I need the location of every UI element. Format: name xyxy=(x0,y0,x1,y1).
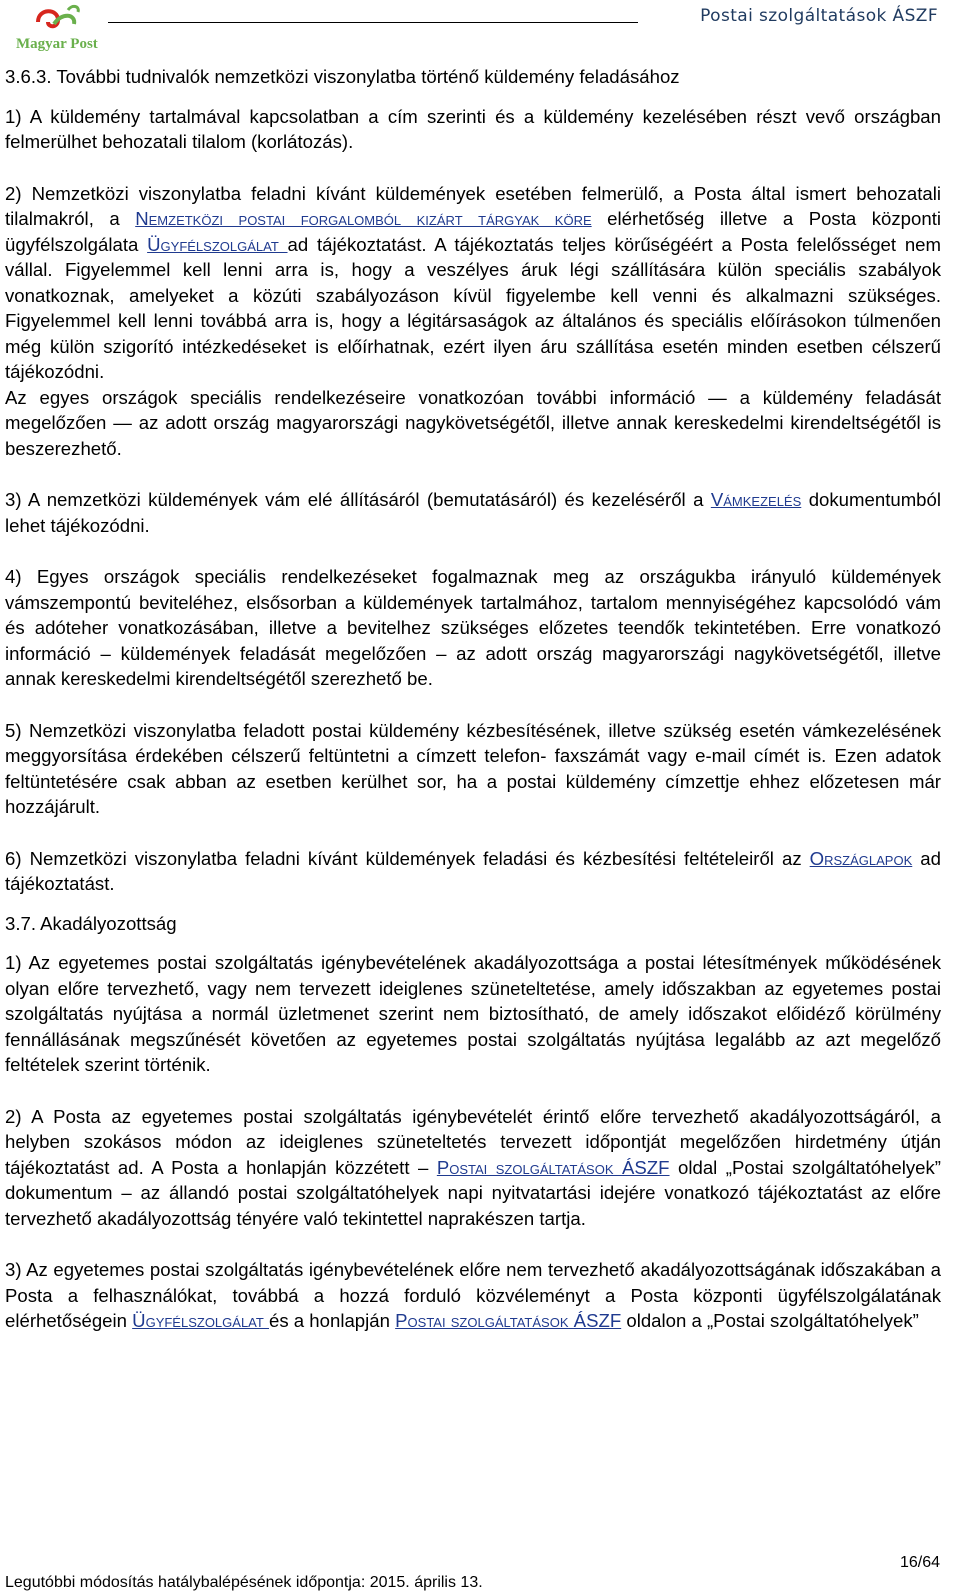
link-customs[interactable]: Vámkezelés xyxy=(710,489,802,510)
paragraph-obstruction-3-text-c: oldalon a „Postai szolgáltatóhelyek” xyxy=(621,1310,919,1331)
paragraph-1: 1) A küldemény tartalmával kapcsolatban a cím szerinti és a küldemény kezelésében részt vevő országban felmerülhet behozatali tilalom (korlátozás). xyxy=(5,105,941,152)
section-heading-3-7: 3.7. Akadályozottság xyxy=(5,912,177,934)
paragraph-2-text-c: ad tájékoztatást. A tájékoztatás teljes körűségéért a Posta felelősséget nem vállal. Figyelemmel kell lenni arra is, hogy a veszélyes áruk légi szállítására külön speciális szabályok vonatkoznak, amelyeket a közúti szabályozáson kívül figyelembe kell venni és alkalmazni szükséges. Figyelemmel kell lenni továbbá arra is, hogy a légitársaságok az általános és speciális előírásokon túlmenően még külön szigorító intézkedéseket is előírhatnak, ezért ilyen áru szállítása esetén minden esetben célszerű tájékozódni. xyxy=(5,233,941,382)
paragraph-6-text-a: 6) Nemzetközi viszonylatba feladni kívánt küldemények feladási és kézbesítési feltételeiről az xyxy=(5,847,810,869)
header-title: Postai szolgáltatások ÁSZF xyxy=(700,6,938,26)
link-country-pages[interactable]: Országlapok xyxy=(809,847,913,869)
paragraph-obstruction-1: 1) Az egyetemes postai szolgáltatás igénybevételének akadályozottsága a postai létesítmények működésének olyan előre tervezhető, vagy nem tervezett ideiglenes szüneteltetése, amely időszakban az egyetemes postai szolgáltatás nyújtása a normál üzletmenet szerint nem biztosítható, de amely időszakot előidéző körülmény fennállásának megszűnését követően az egyetemes postai szolgáltatás nyújtása legalább az azt megelőző feltételek szerint történik. xyxy=(5,952,941,1075)
document-body xyxy=(5,64,941,1334)
paragraph-3-text-a: 3) A nemzetközi küldemények vám elé állításáról (bemutatásáról) és kezeléséről a xyxy=(5,489,711,510)
paragraph-obstruction-3 xyxy=(5,1257,941,1334)
link-customer-service-2[interactable]: Ügyfélszolgálat xyxy=(132,1310,269,1331)
svg-text:Magyar Posta: Magyar Posta xyxy=(16,36,98,52)
link-postal-services-aszf[interactable]: Postai szolgáltatások ÁSZF xyxy=(436,1156,670,1178)
header-rule xyxy=(108,22,638,23)
page-number: 16/64 xyxy=(899,1554,940,1571)
paragraph-6 xyxy=(5,846,941,897)
paragraph-2b: Az egyes országok speciális rendelkezéseire vonatkozóan további információ — a küldemény feladását megelőzően — az adott ország magyarországi nagykövetségétől, illetve annak kereskedelmi kirendeltségétől is beszerezhető. xyxy=(5,386,941,459)
paragraph-2 xyxy=(5,181,941,385)
paragraph-6-text-b: ad tájékoztatást. xyxy=(5,847,941,894)
paragraph-3-text-b: dokumentumból lehet tájékozódni. xyxy=(5,489,941,536)
paragraph-2-text-a: 2) Nemzetközi viszonylatba feladni kívánt küldemények esetében felmerülő, a Posta által ismert behozatali tilalmakról, a xyxy=(5,182,941,229)
paragraph-4: 4) Egyes országok speciális rendelkezéseket fogalmaznak meg az országukba irányuló küldemények vámszempontú beviteléhez, elsősorban a küldemények tartalmához, tartalom mennyiségéhez kapcsolódó vám és adóteher vonatkozásában, illetve a bevitelhez szükséges előzetes teendők tekintetében. Erre vonatkozó információ – küldemények feladását megelőzően – az adott ország magyarországi nagykövetségétől, illetve annak kereskedelmi kirendeltségétől szerezhető be. xyxy=(5,566,941,689)
link-excluded-items[interactable]: Nemzetközi postai forgalomból kizárt tárgyak köre xyxy=(135,208,592,229)
page-header xyxy=(0,0,960,58)
link-customer-service[interactable]: Ügyfélszolgálat xyxy=(147,233,288,255)
paragraph-obstruction-2-text-b: oldal „Postai szolgáltatóhelyek” dokumentum – az állandó postai szolgáltatóhelyek napi nyitvatartási idejére vonatkozó tájékoztatást az előre tervezhető akadályozottság tényére való tekintettel naprakészen tartja. xyxy=(5,1156,941,1229)
paragraph-3 xyxy=(5,487,941,538)
link-postal-services-aszf-2[interactable]: Postai szolgáltatások ÁSZF xyxy=(395,1310,622,1331)
paragraph-obstruction-2-text-a: 2) A Posta az egyetemes postai szolgáltatás igénybevételét érintő előre tervezhető akadályozottságáról, a helyben szokásos módon az ideiglenes szüneteltetés tervezett időpontját megelőzően hirdetmény útján tájékoztatást ad. A Posta a honlapján közzétett – xyxy=(5,1105,941,1178)
footer-effective-date: Legutóbbi módosítás hatálybalépésének időpontja: 2015. április 13. xyxy=(5,1574,483,1591)
paragraph-obstruction-3-text-b: és a honlapján xyxy=(269,1310,396,1331)
paragraph-5: 5) Nemzetközi viszonylatba feladott postai küldemény kézbesítésének, illetve szükség esetén vámkezelésének meggyorsítása érdekében célszerű feltüntetni a címzett telefon- faxszámát vagy e-mail címét is. Ezen adatok feltüntetésére csak abban az esetben kerülhet sor, ha a postai küldemény címzettje ehhez előzetesen már hozzájárult. xyxy=(5,719,941,817)
magyar-posta-logo xyxy=(14,2,98,54)
paragraph-obstruction-2 xyxy=(5,1104,941,1232)
paragraph-obstruction-3-text-a: 3) Az egyetemes postai szolgáltatás igénybevételének előre nem tervezhető akadályozottságának időszakában a Posta a felhasználókat, továbbá a hozzá forduló közvéleményt a Posta központi ügyfélszolgálatának elérhetőségein xyxy=(5,1259,941,1331)
section-heading-3-6-3: 3.6.3. További tudnivalók nemzetközi viszonylatba történő küldemény feladásához xyxy=(5,66,680,87)
paragraph-2-text-b: elérhetőség illetve a Posta központi ügyfélszolgálata xyxy=(5,208,941,255)
